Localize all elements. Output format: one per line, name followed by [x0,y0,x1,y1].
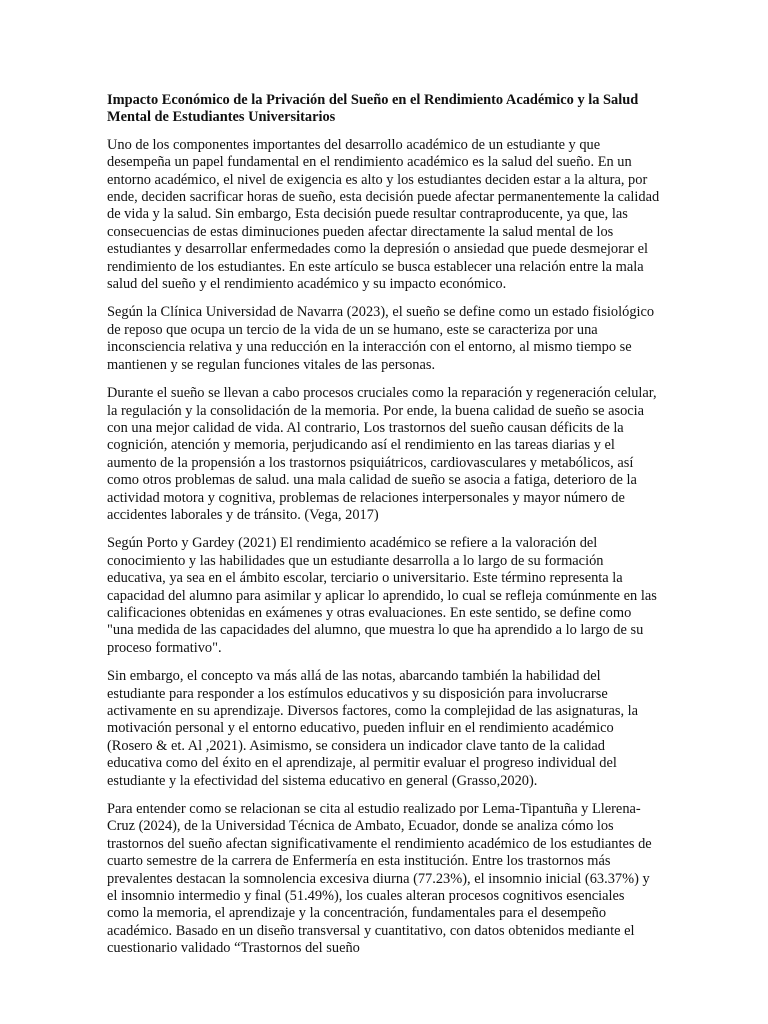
paragraph-sleep-definition: Según la Clínica Universidad de Navarra (2023), el sueño se define como un estado fisiológico de reposo que ocupa un tercio de la vida de un se humano, este se caracteriza por una inconsciencia relativa y una reducción en la interacción con el entorno, al mismo tiempo se mantienen y se regulan funciones vitales de las personas. [107,304,655,373]
paragraph-beyond-grades: Sin embargo, el concepto va más allá de las notas, abarcando también la habilidad del estudiante para responder a los estímulos educativos y su disposición para involucrarse activamente en su aprendizaje. Diversos factores, como la complejidad de las asignaturas, la motivación personal y el entorno educativo, pueden influir en el rendimiento académico (Rosero & et. Al ,2021). Asimismo, se considera un indicador clave tanto de la calidad educativa como del éxito en el aprendizaje, al permitir evaluar el progreso individual del estudiante y la efectividad del sistema educativo en general (Grasso,2020). [107,668,639,789]
paragraph-study-citation: Para entender como se relacionan se cita al estudio realizado por Lema-Tipantuña y Llerena-Cruz (2024), de la Universidad Técnica de Ambato, Ecuador, donde se analiza cómo los trastornos del sueño afectan significativamente el rendimiento académico de los estudiantes de cuarto semestre de la carrera de Enfermería en esta institución. Entre los trastornos más prevalentes destacan la somnolencia excesiva diurna (77.23%), el insomnio inicial (63.37%) y el insomnio intermedio y final (51.49%), los cuales alteran procesos cognitivos esenciales como la memoria, el aprendizaje y la concentración, fundamentales para el desempeño académico. Basado en un diseño transversal y cuantitativo, con datos obtenidos mediante el cuestionario validado “Trastornos del sueño [107,801,652,957]
paragraph-intro: Uno de los componentes importantes del desarrollo académico de un estudiante y que desempeña un papel fundamental en el rendimiento académico es la salud del sueño. En un entorno académico, el nivel de exigencia es alto y los estudiantes deciden estar a la altura, por ende, deciden sacrificar horas de sueño, esta decisión puede afectar permanentemente la calidad de vida y la salud. Sin embargo, Esta decisión puede resultar contraproducente, ya que, las consecuencias de estas diminuciones pueden afectar directamente la salud mental de los estudiantes y desarrollar enfermedades como la depresión o ansiedad que puede desmejorar el rendimiento de los estudiantes. En este artículo se busca establecer una relación entre la mala salud del sueño y el rendimiento académico y su impacto económico. [107,136,660,293]
paragraph-academic-performance: Según Porto y Gardey (2021) El rendimiento académico se refiere a la valoración del conocimiento y las habilidades que un estudiante desarrolla a lo largo de su formación educativa, ya sea en el ámbito escolar, terciario o universitario. Este término representa la capacidad del alumno para asimilar y aplicar lo aprendido, lo cual se refleja comúnmente en las calificaciones obtenidas en exámenes y otras evaluaciones. En este sentido, se define como "una medida de las capacidades del alumno, que muestra lo que ha aprendido a lo largo de su proceso formativo". [107,535,657,656]
paragraph-sleep-processes: Durante el sueño se llevan a cabo procesos cruciales como la reparación y regeneración celular, la regulación y la consolidación de la memoria. Por ende, la buena calidad de sueño se asocia con una mejor calidad de vida. Al contrario, Los trastornos del sueño causan déficits de la cognición, atención y memoria, perjudicando así el rendimiento en las tareas diarias y el aumento de la propensión a los trastornos psiquiátricos, cardiovasculares y metabólicos, así como otros problemas de salud. una mala calidad de sueño se asocia a fatiga, deterioro de la actividad motora y cognitiva, problemas de relaciones interpersonales y mayor número de accidentes laborales y de tránsito. (Vega, 2017) [107,385,657,523]
document-page [107,92,660,969]
document-title: Impacto Económico de la Privación del Sueño en el Rendimiento Académico y la Salud Mental de Estudiantes Universitarios [107,92,639,126]
